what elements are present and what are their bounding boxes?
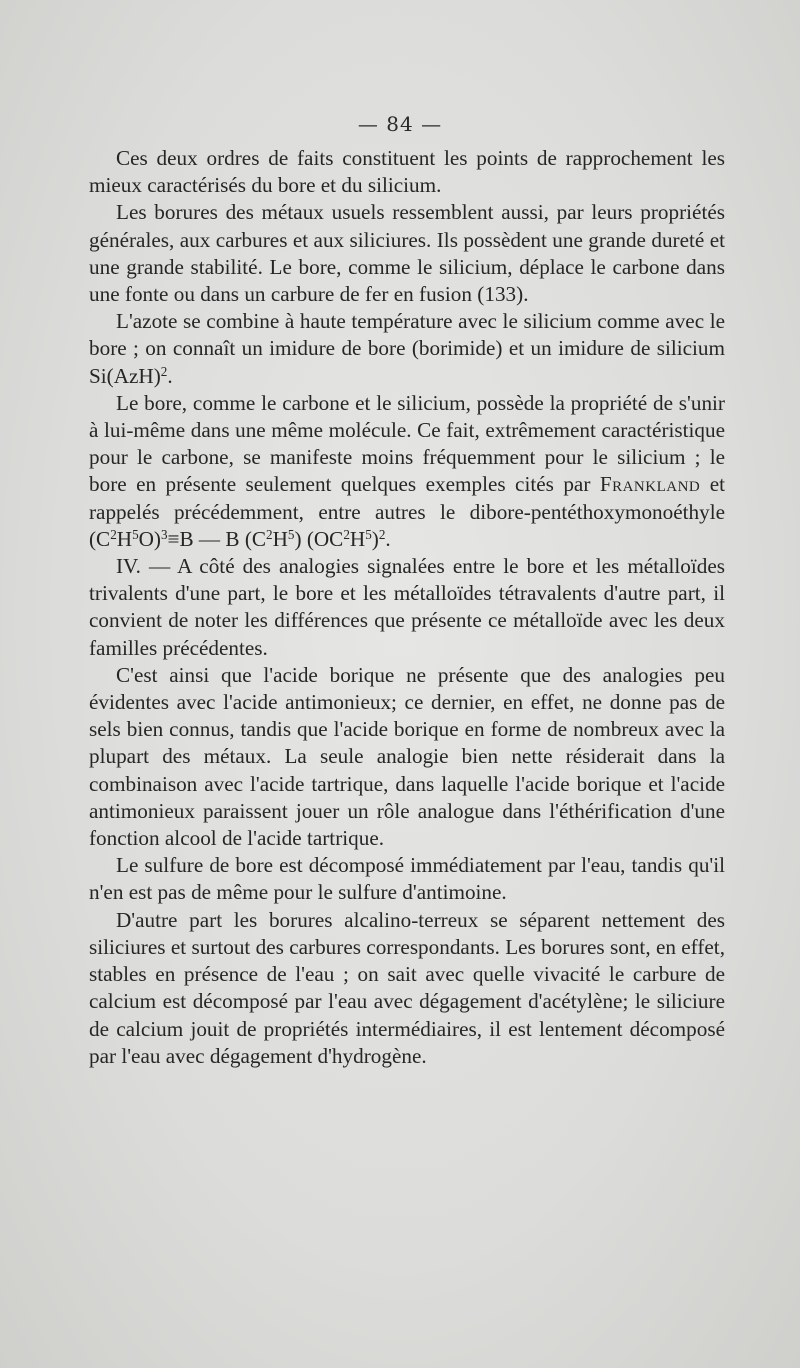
formula-sup: 5: [287, 526, 295, 542]
formula-end: .: [385, 526, 391, 551]
paragraph-3-end: .: [167, 363, 173, 388]
formula-part: H: [349, 526, 366, 551]
page-body: [89, 145, 725, 1070]
paragraph-3: [89, 308, 725, 390]
page-number: — 84 —: [357, 112, 443, 136]
formula-sup: 2: [378, 526, 386, 542]
formula-part: ) (OC: [294, 526, 344, 551]
paragraph-6: C'est ainsi que l'acide borique ne présente que des analogies peu évidentes avec l'acide antimonieux; ce dernier, en effet, ne donne pas de sels bien connus, tandis que l'acide borique en forme de nombreux avec la plupart des métaux. La seule analogie bien nette résiderait dans la combinaison avec l'acide tartrique, dans laquelle l'acide borique et l'acide antimonieux paraissent jouer un rôle analogue dans l'éthérification d'une fonction alcool de l'acide tartrique.: [89, 662, 725, 851]
paragraph-3-text: L'azote se combine à haute température avec le silicium comme avec le bore ; on connaît un imidure de bore (borimide) et un imidure de silicium Si(AzH): [89, 309, 725, 388]
formula-sup: 3: [160, 526, 168, 542]
author-name: Frankland: [599, 472, 701, 497]
formula-part: ): [371, 526, 379, 551]
formula-sup: 2: [110, 526, 117, 542]
paragraph-7: Le sulfure de bore est décomposé immédiatement par l'eau, tandis qu'il n'en est pas de même pour le sulfure d'antimoine.: [89, 853, 725, 905]
paragraph-5: IV. — A côté des analogies signalées entre le bore et les métalloïdes trivalents d'une part, le bore et les métalloïdes tétravalents d'autre part, il convient de noter les différences que présente ce métalloïde avec les deux familles précédentes.: [89, 554, 725, 660]
formula-sup: 5: [132, 526, 139, 542]
paragraph-4-text: Le bore, comme le carbone et le silicium, possède la propriété de s'unir à lui-même dans une même molécule. Ce fait, extrêmement caractéristique pour le carbone, se manifeste moins fréquemment pour le silicium ; le bore en présente seulement quelques exemples cités par: [89, 390, 725, 497]
formula-part: H: [116, 526, 133, 551]
paragraph-2: Les borures des métaux usuels ressemblent aussi, par leurs propriétés générales, aux carbures et aux siliciures. Ils possèdent une grande dureté et une grande stabilité. Le bore, comme le silicium, déplace le carbone dans une fonte ou dans un carbure de fer en fusion (133).: [89, 200, 725, 307]
formula-superscript: 2: [160, 363, 168, 379]
formula-sup: 2: [343, 526, 350, 542]
paragraph-1: Ces deux ordres de faits constituent les points de rapprochement les mieux caractérisés du bore et du silicium.: [89, 146, 725, 198]
formula-sup: 5: [365, 526, 372, 542]
formula-part: H: [272, 526, 288, 551]
formula-part: ≡B — B (C: [167, 526, 267, 551]
paragraph-8: D'autre part les borures alcalino-terreux se séparent nettement des siliciures et surtout des carbures correspondants. Les borures sont, en effet, stables en présence de l'eau ; on sait avec quelle vivacité le carbure de calcium est décomposé par l'eau avec dégagement d'acétylène; le siliciure de calcium jouit de propriétés intermédiaires, il est lentement décomposé par l'eau avec dégagement d'hydrogène.: [89, 907, 725, 1068]
formula-part: O): [138, 526, 161, 551]
paragraph-4-mid: et rappelés précédemment, entre autres le dibore-pentéthoxymonoéthyle (C: [89, 472, 725, 551]
paragraph-4: [89, 390, 725, 553]
formula-sup: 2: [266, 526, 273, 542]
